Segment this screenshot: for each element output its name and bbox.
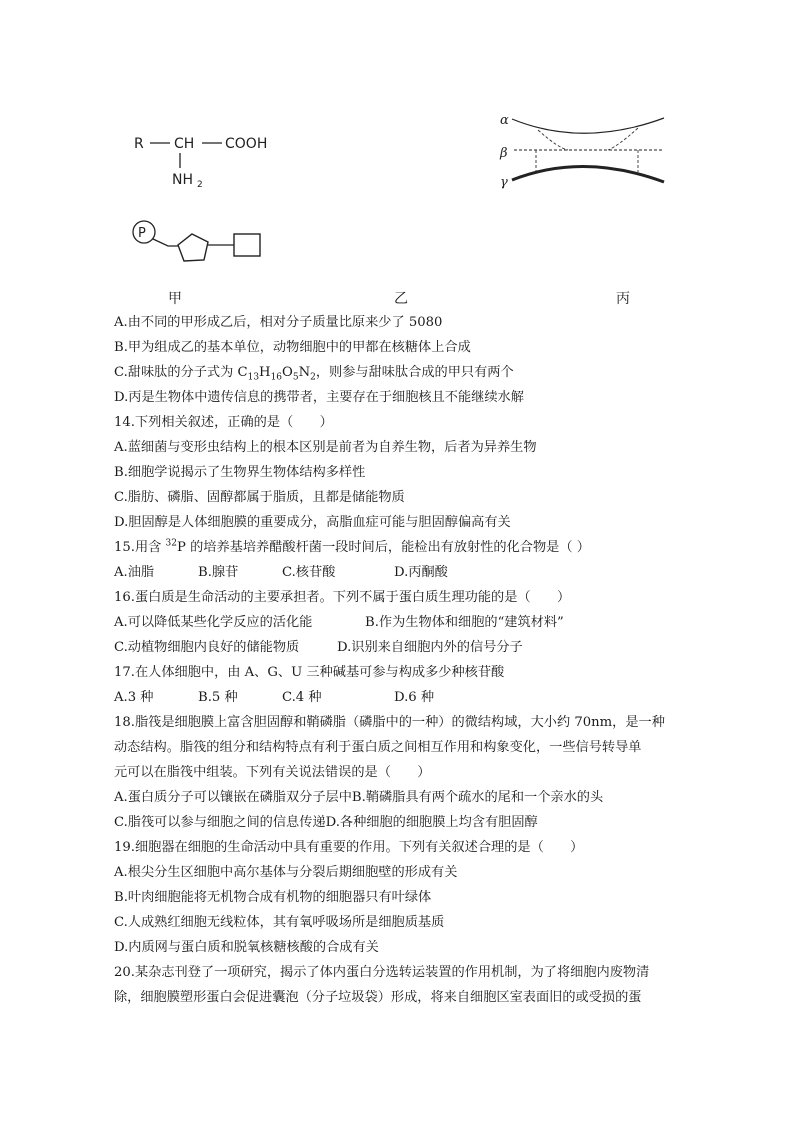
q13-option-c: C.甜味肽的分子式为 $C_{13}H_{16}O_5N_2$，则参与甜味肽合成的甲只有两个 [114, 365, 514, 383]
q20-stem-2: 除，细胞膜塑形蛋白会促进囊泡（分子垃圾袋）形成，将来自细胞区室表面旧的或受损的蛋 [114, 990, 642, 1005]
q14-option-a: A.蓝细菌与变形虫结构上的根本区别是前者为自养生物，后者为异养生物 [114, 440, 537, 455]
ch-label: CH [174, 136, 195, 152]
base-square [234, 234, 260, 256]
caption-bing: 丙 [616, 291, 630, 307]
q18-options-ab: A.蛋白质分子可以镶嵌在磷脂双分子层中B.鞘磷脂具有两个疏水的尾和一个亲水的头 [114, 790, 604, 805]
beta-label: β [500, 146, 508, 161]
q17-options: A.3 种 B.5 种 C.4 种 D.6 种 [114, 690, 435, 705]
r-label: R [134, 136, 144, 152]
q14-stem: 14.下列相关叙述，正确的是（ ） [114, 415, 333, 430]
cooh-label: COOH [225, 136, 268, 152]
q13-option-a: A.由不同的甲形成乙后，相对分子质量比原来少了 5080 [114, 315, 443, 330]
q14-option-b: B.细胞学说揭示了生物界生物体结构多样性 [114, 465, 366, 480]
q13-option-d: D.丙是生物体中遗传信息的携带者，主要存在于细胞核且不能继续水解 [114, 390, 524, 405]
q16-options-ab: A.可以降低某些化学反应的活化能 B.作为生物体和细胞的“建筑材料” [114, 615, 564, 630]
question-text [114, 310, 694, 1010]
pentose-pentagon [178, 234, 208, 261]
gamma-label: γ [500, 175, 508, 190]
amino-acid-figure [128, 128, 288, 190]
q16-options-cd: C.动植物细胞内良好的储能物质 D.识别来自细胞内外的信号分子 [114, 640, 523, 655]
nh2-label: NH [172, 172, 193, 188]
caption-jia: 甲 [168, 291, 182, 307]
q19-option-c: C.人成熟红细胞无线粒体，其有氧呼吸场所是细胞质基质 [114, 915, 445, 930]
q17-stem: 17.在人体细胞中，由 A、G、U 三种碱基可参与构成多少种核苷酸 [114, 665, 505, 680]
q20-stem-1: 20.某杂志刊登了一项研究，揭示了体内蛋白分选转运装置的作用机制，为了将细胞内废物清 [114, 965, 650, 980]
q13-option-b: B.甲为组成乙的基本单位，动物细胞中的甲都在核糖体上合成 [114, 340, 471, 355]
q19-stem: 19.细胞器在细胞的生命活动中具有重要的作用。下列有关叙述合理的是（ ） [114, 840, 584, 855]
q14-option-c: C.脂肪、磷脂、固醇都属于脂质，且都是储能物质 [114, 490, 405, 505]
q14-option-d: D.胆固醇是人体细胞膜的重要成分，高脂血症可能与胆固醇偏高有关 [114, 515, 511, 530]
q15-stem: 15.用含 $^{32}$P 的培养基培养醋酸杆菌一段时间后，能检出有放射性的化合物是（ ） [114, 538, 590, 555]
caption-yi: 乙 [394, 291, 408, 307]
q18-options-cd: C.脂筏可以参与细胞之间的信息传递D.各种细胞的细胞膜上均含有胆固醇 [114, 815, 538, 830]
q15-options: A.油脂 B.腺苷 C.核苷酸 D.丙酮酸 [114, 565, 448, 580]
nh2-subscript: 2 [197, 180, 203, 190]
q18-stem-3: 元可以在脂筏中组装。下列有关说法错误的是（ ） [114, 765, 431, 780]
alpha-label: α [500, 113, 509, 128]
q19-option-a: A.根尖分生区细胞中高尔基体与分裂后期细胞壁的形成有关 [114, 865, 458, 880]
q19-option-d: D.内质网与蛋白质和脱氧核糖核酸的合成有关 [114, 940, 379, 955]
dna-helix-figure [498, 110, 668, 190]
q16-stem: 16.蛋白质是生命活动的主要承担者。下列不属于蛋白质生理功能的是（ ） [114, 590, 571, 605]
phosphate-label: P [138, 226, 146, 241]
nucleotide-figure [126, 218, 276, 270]
q19-option-b: B.叶肉细胞能将无机物合成有机物的细胞器只有叶绿体 [114, 890, 432, 905]
q18-stem-2: 动态结构。脂筏的组分和结构特点有利于蛋白质之间相互作用和构象变化，一些信号转导单 [114, 740, 642, 755]
q18-stem-1: 18.脂筏是细胞膜上富含胆固醇和鞘磷脂（磷脂中的一种）的微结构域，大小约 70nm，是一种 [114, 715, 665, 730]
